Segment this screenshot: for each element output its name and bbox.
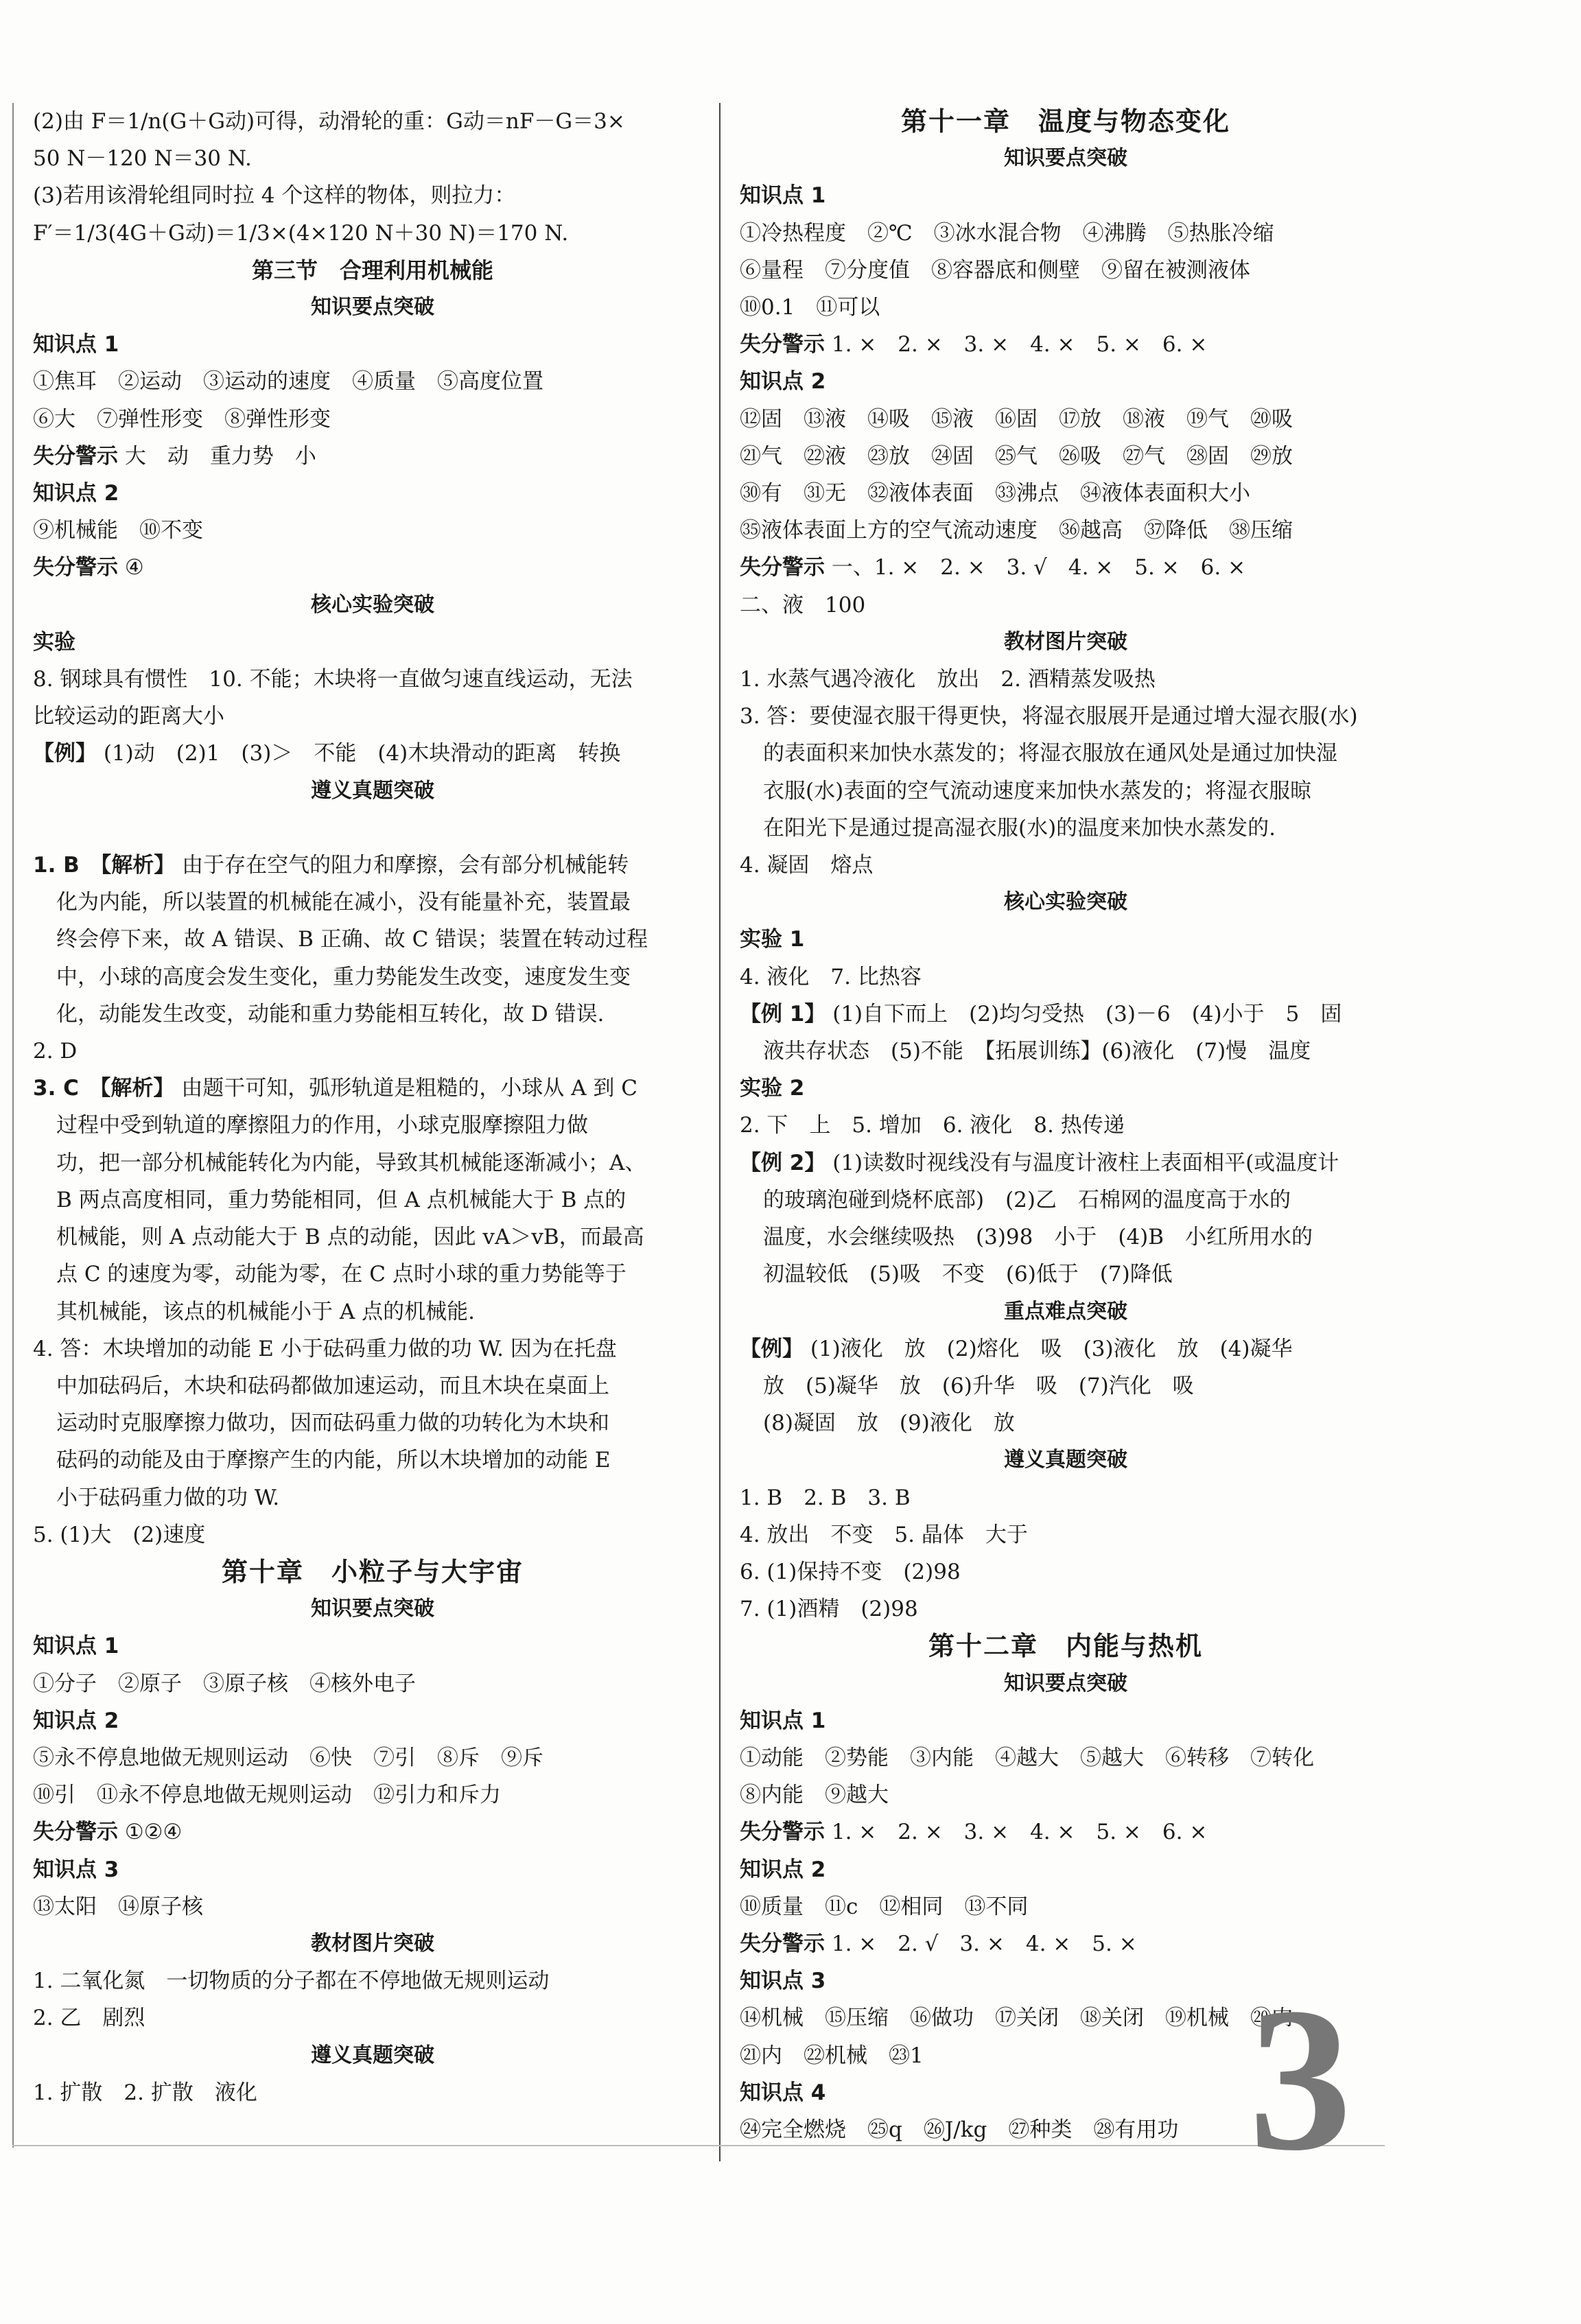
subsection-heading: 知识要点突破 — [1004, 146, 1127, 171]
labeled-answer-line — [33, 1814, 712, 1851]
subsection-heading: 教材图片突破 — [311, 1931, 434, 1956]
labeled-answer-line — [740, 549, 1392, 586]
answer-line: 6. (1)保持不变 (2)98 — [740, 1559, 961, 1584]
answer-text: 1. × 2. × 3. × 4. × 5. × 6. × — [831, 1820, 1208, 1845]
answer-line: 放 (5)凝华 放 (6)升华 吸 (7)汽化 吸 — [763, 1373, 1194, 1398]
chapter-title: 第十一章 温度与物态变化 — [900, 106, 1230, 137]
answer-line: ①分子 ②原子 ③原子核 ④核外电子 — [33, 1671, 416, 1696]
labeled-answer-line — [33, 438, 712, 475]
answer-text: 大 动 重力势 小 — [124, 443, 316, 469]
subsection-heading: 核心实验突破 — [311, 592, 434, 617]
answer-line: ⑬太阳 ⑭原子核 — [33, 1894, 203, 1919]
answer-line: ㉟液体表面上方的空气流动速度 ㊱越高 ㊲降低 ㊳压缩 — [740, 518, 1293, 543]
answer-label: 失分警示 — [33, 555, 118, 580]
answer-line: ⑨机械能 ⑩不变 — [33, 518, 203, 543]
subsection-heading: 遵义真题突破 — [1004, 1448, 1127, 1472]
labeled-answer-line — [740, 326, 1392, 363]
answer-line: ㉑内 ㉒机械 ㉓1 — [740, 2043, 924, 2068]
answer-line: 4. 液化 7. 比热容 — [740, 964, 922, 989]
answer-label: 失分警示 — [740, 555, 825, 580]
left-column — [33, 103, 712, 2111]
answer-line: 1. 水蒸气遇冷液化 放出 2. 酒精蒸发吸热 — [740, 667, 1156, 692]
answer-line: 砝码的动能及由于摩擦产生的内能，所以木块增加的动能 E — [56, 1448, 611, 1473]
labeled-answer-line — [740, 1814, 1392, 1851]
answer-text: (1)动 (2)1 (3)＞ 不能 (4)木块滑动的距离 转换 — [103, 741, 621, 766]
answer-line: 2. 下 上 5. 增加 6. 液化 8. 热传递 — [740, 1113, 1125, 1138]
answer-label: 失分警示 — [740, 332, 825, 357]
answer-text: ①②④ — [124, 1820, 183, 1845]
answer-label: 失分警示 — [740, 1820, 825, 1845]
knowledge-point-label: 实验 1 — [740, 927, 805, 952]
knowledge-point-label: 知识点 2 — [33, 1708, 119, 1733]
subsection-heading: 遵义真题突破 — [311, 778, 434, 803]
knowledge-point-label: 知识点 4 — [740, 2080, 826, 2105]
answer-line: 化为内能，所以装置的机械能在减小，没有能量补充，装置最 — [56, 890, 631, 915]
subsection-heading: 知识要点突破 — [311, 1597, 434, 1621]
right-column — [740, 103, 1392, 2148]
answer-line: ㉑气 ㉒液 ㉓放 ㉔固 ㉕气 ㉖吸 ㉗气 ㉘固 ㉙放 — [740, 443, 1293, 469]
page-number-watermark: 3 — [1249, 1965, 1352, 2193]
answer-line: 中，小球的高度会发生变化，重力势能发生改变，速度发生变 — [56, 964, 631, 989]
labeled-answer-line — [740, 996, 1392, 1033]
subsection-heading: 知识要点突破 — [1004, 1671, 1127, 1695]
answer-line: 其机械能，该点的机械能小于 A 点的机械能. — [56, 1299, 475, 1324]
answer-line: 机械能，则 A 点动能大于 B 点的动能，因此 vA＞vB，而最高 — [56, 1225, 644, 1250]
answer-line: 5. (1)大 (2)速度 — [33, 1522, 206, 1547]
answer-line: 比较运动的距离大小 — [33, 704, 224, 729]
knowledge-point-label: 知识点 2 — [740, 1857, 826, 1882]
knowledge-point-label: 知识点 1 — [740, 1708, 826, 1733]
answer-line: ①动能 ②势能 ③内能 ④越大 ⑤越大 ⑥转移 ⑦转化 — [740, 1745, 1314, 1770]
column-divider — [719, 103, 721, 2161]
answer-line: F′＝1/3(4G＋G动)＝1/3×(4×120 N＋30 N)＝170 N. — [33, 220, 569, 246]
answer-line: 2. D — [33, 1039, 78, 1064]
answer-line: 的玻璃泡碰到烧杯底部) (2)乙 石棉网的温度高于水的 — [763, 1187, 1291, 1212]
answer-line: 1. 二氧化氮 一切物质的分子都在不停地做无规则运动 — [33, 1969, 550, 1994]
subsection-heading: 遵义真题突破 — [311, 2043, 434, 2067]
answer-line: 二、液 100 — [740, 592, 866, 618]
subsection-heading: 知识要点突破 — [311, 295, 434, 320]
answer-line: (2)由 F＝1/n(G＋G动)可得，动滑轮的重：G动＝nF－G＝3× — [33, 109, 625, 134]
answer-line: 小于砝码重力做的功 W. — [56, 1485, 280, 1510]
answer-line: 7. (1)酒精 (2)98 — [740, 1597, 918, 1622]
left-edge-rule — [12, 103, 14, 2148]
answer-label: 3. C 【解析】 — [33, 1076, 175, 1101]
answer-line: 2. 乙 剧烈 — [33, 2006, 145, 2031]
answer-line: 在阳光下是通过提高湿衣服(水)的温度来加快水蒸发的. — [763, 815, 1276, 841]
knowledge-point-label: 知识点 2 — [740, 369, 826, 395]
labeled-answer-line — [740, 1925, 1392, 1962]
answer-text: (1)读数时视线没有与温度计液柱上表面相平(或温度计 — [832, 1150, 1339, 1175]
answer-line: 功，把一部分机械能转化为内能，导致其机械能逐渐减小；A、 — [56, 1150, 646, 1175]
answer-line: 中加砝码后，木块和砝码都做加速运动，而且木块在桌面上 — [56, 1373, 609, 1398]
knowledge-point-label: 实验 — [33, 629, 75, 655]
answer-line: (3)若用该滑轮组同时拉 4 个这样的物体，则拉力： — [33, 183, 516, 209]
labeled-answer-line — [740, 1145, 1392, 1182]
section-title: 第三节 合理利用机械能 — [251, 257, 493, 283]
knowledge-point-label: 实验 2 — [740, 1076, 805, 1101]
answer-line: 3. 答：要使湿衣服干得更快，将湿衣服展开是通过增大湿衣服(水) — [740, 704, 1358, 729]
knowledge-point-label: 知识点 2 — [33, 481, 119, 506]
answer-label: 失分警示 — [33, 443, 118, 469]
answer-line: 8. 钢球具有惯性 10. 不能；木块将一直做匀速直线运动，无法 — [33, 667, 633, 692]
labeled-answer-line — [740, 1330, 1392, 1368]
answer-text: (1)液化 放 (2)熔化 吸 (3)液化 放 (4)凝华 — [810, 1336, 1293, 1361]
answer-label: 【例】 — [33, 741, 97, 766]
answer-line: 运动时克服摩擦力做功，因而砝码重力做的功转化为木块和 — [56, 1411, 609, 1436]
answer-line: 液共存状态 (5)不能 【拓展训练】(6)液化 (7)慢 温度 — [763, 1039, 1311, 1064]
answer-line: ①冷热程度 ②℃ ③冰水混合物 ④沸腾 ⑤热胀冷缩 — [740, 220, 1274, 246]
knowledge-point-label: 知识点 3 — [740, 1969, 826, 1994]
chapter-title: 第十二章 内能与热机 — [928, 1631, 1203, 1662]
answer-line: 过程中受到轨道的摩擦阻力的作用，小球克服摩擦阻力做 — [56, 1113, 588, 1138]
answer-line: ㉚有 ㉛无 ㉜液体表面 ㉝沸点 ㉞液体表面积大小 — [740, 481, 1250, 506]
answer-line: 1. B 2. B 3. B — [740, 1485, 911, 1510]
answer-label: 失分警示 — [740, 1931, 825, 1956]
answer-line: ⑩质量 ⑪c ⑫相同 ⑬不同 — [740, 1894, 1029, 1919]
answer-line: (8)凝固 放 (9)液化 放 — [763, 1411, 1015, 1436]
answer-line: 化，动能发生改变，动能和重力势能相互转化，故 D 错误. — [56, 1001, 605, 1026]
answer-line: ⑤永不停息地做无规则运动 ⑥快 ⑦引 ⑧斥 ⑨斥 — [33, 1745, 543, 1770]
answer-label: 【例】 — [740, 1336, 804, 1361]
answer-text: 1. × 2. √ 3. × 4. × 5. × — [831, 1931, 1137, 1956]
answer-line: ⑩引 ⑪永不停息地做无规则运动 ⑫引力和斥力 — [33, 1783, 501, 1808]
answer-line: ①焦耳 ②运动 ③运动的速度 ④质量 ⑤高度位置 — [33, 369, 543, 395]
answer-text: (1)自下而上 (2)均匀受热 (3)－6 (4)小于 5 固 — [832, 1001, 1342, 1026]
knowledge-point-label: 知识点 1 — [33, 332, 119, 357]
answer-line: ⑧内能 ⑨越大 — [740, 1783, 889, 1808]
answer-label: 失分警示 — [33, 1820, 118, 1845]
knowledge-point-label: 知识点 1 — [740, 183, 826, 209]
answer-text: 由题干可知，弧形轨道是粗糙的，小球从 A 到 C — [181, 1076, 637, 1101]
answer-line: ㉔完全燃烧 ㉕q ㉖J/kg ㉗种类 ㉘有用功 — [740, 2117, 1179, 2142]
subsection-heading: 重点难点突破 — [1004, 1299, 1127, 1324]
answer-line: 4. 答：木块增加的动能 E 小于砝码重力做的功 W. 因为在托盘 — [33, 1336, 617, 1361]
answer-line: 初温较低 (5)吸 不变 (6)低于 (7)降低 — [763, 1262, 1173, 1287]
answer-text: 由于存在空气的阻力和摩擦，会有部分机械能转 — [182, 853, 629, 878]
answer-line — [33, 810, 712, 847]
answer-line: ⑩0.1 ⑪可以 — [740, 295, 880, 320]
answer-text: ④ — [124, 555, 144, 580]
labeled-answer-line — [33, 549, 712, 586]
knowledge-point-label: 知识点 1 — [33, 1634, 119, 1659]
answer-line: 4. 放出 不变 5. 晶体 大于 — [740, 1522, 1028, 1547]
answer-line: ⑫固 ⑬液 ⑭吸 ⑮液 ⑯固 ⑰放 ⑱液 ⑲气 ⑳吸 — [740, 406, 1293, 432]
chapter-title: 第十章 小粒子与大宇宙 — [221, 1556, 524, 1587]
answer-line: 点 C 的速度为零，动能为零，在 C 点时小球的重力势能等于 — [56, 1262, 626, 1287]
answer-line: B 两点高度相同，重力势能相同，但 A 点机械能大于 B 点的 — [56, 1187, 626, 1212]
answer-label: 【例 1】 — [740, 1001, 826, 1026]
labeled-answer-line — [33, 735, 712, 772]
answer-line: 温度，水会继续吸热 (3)98 小于 (4)B 小红所用水的 — [763, 1225, 1313, 1250]
answer-line: ⑭机械 ⑮压缩 ⑯做功 ⑰关闭 ⑱关闭 ⑲机械 ⑳内 — [740, 2006, 1293, 2031]
answer-line: 终会停下来，故 A 错误、B 正确、故 C 错误；装置在转动过程 — [56, 927, 648, 952]
answer-text: 1. × 2. × 3. × 4. × 5. × 6. × — [831, 332, 1208, 357]
subsection-heading: 核心实验突破 — [1004, 890, 1127, 915]
answer-label: 【例 2】 — [740, 1150, 826, 1175]
subsection-heading: 教材图片突破 — [1004, 629, 1127, 654]
answer-line: 4. 凝固 熔点 — [740, 853, 874, 878]
answer-text: 一、1. × 2. × 3. √ 4. × 5. × 6. × — [831, 555, 1246, 580]
answer-label: 1. B 【解析】 — [33, 853, 176, 878]
answer-line: ⑥量程 ⑦分度值 ⑧容器底和侧壁 ⑨留在被测液体 — [740, 257, 1250, 283]
answer-line: ⑥大 ⑦弹性形变 ⑧弹性形变 — [33, 406, 331, 432]
answer-line: 1. 扩散 2. 扩散 液化 — [33, 2080, 257, 2105]
labeled-answer-line — [33, 847, 712, 884]
answer-line: 的表面积来加快水蒸发的；将湿衣服放在通风处是通过加快湿 — [763, 741, 1337, 766]
answer-line: 衣服(水)表面的空气流动速度来加快水蒸发的；将湿衣服晾 — [763, 778, 1312, 803]
labeled-answer-line — [33, 1070, 712, 1107]
answer-line: 50 N－120 N＝30 N. — [33, 146, 252, 172]
knowledge-point-label: 知识点 3 — [33, 1857, 119, 1882]
